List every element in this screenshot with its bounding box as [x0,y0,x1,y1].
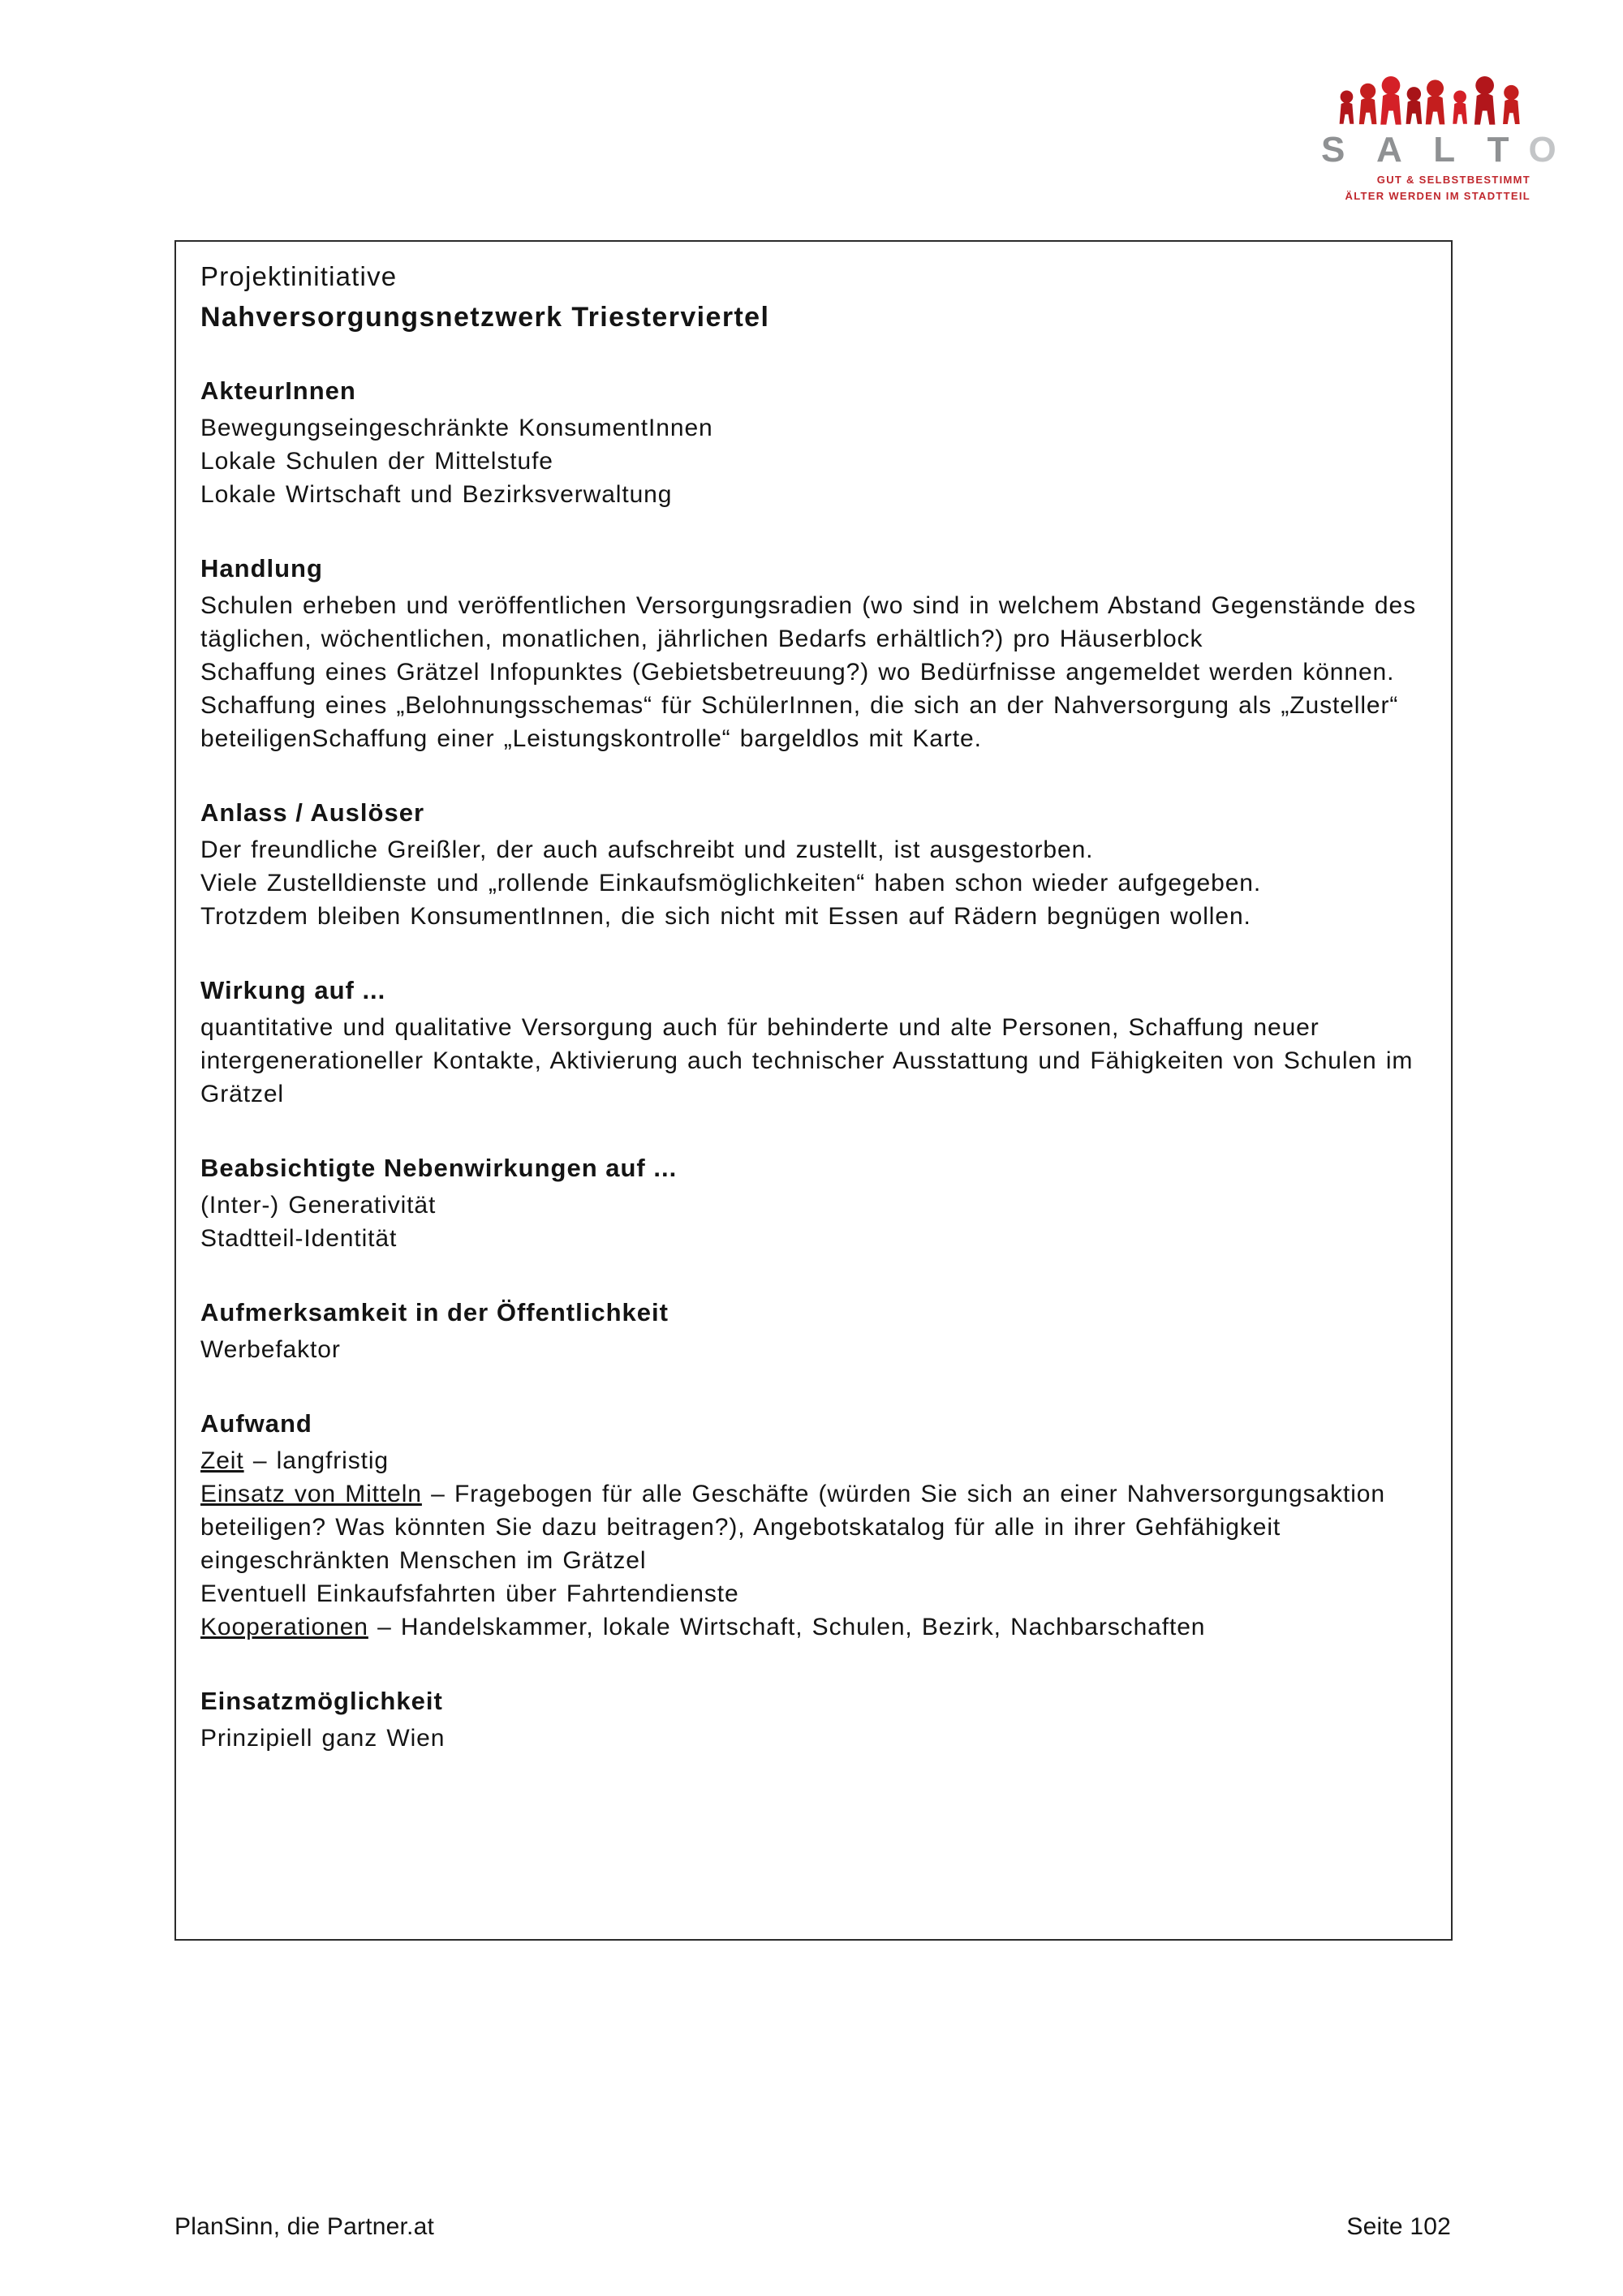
section-heading: Wirkung auf ... [200,976,386,1004]
text-segment: Lokale Wirtschaft und Bezirksverwaltung [200,481,673,508]
section [200,1407,1427,1644]
page-number: Seite 102 [1346,2213,1451,2240]
logo-wordmark [1321,130,1568,170]
section-heading: Handlung [200,554,323,583]
salto-logo [1321,58,1568,204]
people-figures-icon [1332,58,1527,133]
paragraph [200,1610,1427,1644]
section [200,1684,1427,1755]
section-body [200,1333,1427,1366]
logo-tagline-line2: ÄLTER WERDEN IM STADTTEIL [1345,190,1530,203]
section [200,796,1427,933]
paragraph [200,1333,1427,1366]
section [200,974,1427,1111]
paragraph [200,478,1427,511]
paragraph [200,1477,1427,1577]
sections [200,374,1427,1755]
section-heading: Aufmerksamkeit in der Öffentlichkeit [200,1298,669,1326]
section-heading: Aufwand [200,1409,312,1438]
paragraph [200,900,1427,933]
text-segment: Werbefaktor [200,1336,341,1363]
text-segment: Schaffung eines Grätzel Infopunktes (Gebietsbetreuung?) wo Bedürfnisse angemeldet werden können. Schaffung eines „Belohnungsschemas“ für SchülerInnen, die sich an der Nahversorgung als „Zusteller“ beteiligenSchaffung einer „Leistungskontrolle“ bargeldlos mit Karte. [200,659,1399,752]
logo-letters-salt: S A L T [1321,130,1521,170]
paragraph [200,656,1427,755]
text-segment: quantitative und qualitative Versorgung auch für behinderte und alte Personen, Schaffung neuer intergenerationeller Kontakte, Aktivierung auch technischer Ausstattung und Fähigkeiten von Schulen im Grätzel [200,1014,1414,1107]
paragraph [200,1011,1427,1111]
text-segment: – langfristig [243,1447,389,1474]
paragraph [200,833,1427,866]
section-body [200,1011,1427,1111]
text-segment: Schulen erheben und veröffentlichen Versorgungsradien (wo sind in welchem Abstand Gegenstände des täglichen, wöchentlichen, monatlichen, jährlichen Bedarfs erhältlich?) pro Häuserblock [200,592,1417,652]
section-body [200,411,1427,511]
logo-tagline-line1: GUT & SELBSTBESTIMMT [1376,174,1530,186]
text-segment: Bewegungseingeschränkte KonsumentInnen [200,415,713,441]
underlined-term: Zeit [200,1447,244,1474]
underlined-term: Einsatz von Mitteln [200,1481,422,1507]
text-segment: (Inter-) Generativität [200,1192,437,1219]
logo-tagline [1321,172,1539,204]
section-body [200,833,1427,933]
text-segment: Der freundliche Greißler, der auch aufschreibt und zustellt, ist ausgestorben. [200,836,1094,863]
section-body [200,1189,1427,1255]
paragraph [200,1189,1427,1222]
section-heading: Anlass / Auslöser [200,798,425,827]
paragraph [200,1222,1427,1255]
section-heading: AkteurInnen [200,376,356,405]
logo-letter-o: O [1528,130,1568,170]
section-body [200,589,1427,755]
section [200,1296,1427,1366]
paragraph [200,866,1427,900]
paragraph [200,1722,1427,1755]
section-body [200,1722,1427,1755]
document-kicker: Projektinitiative [200,261,398,291]
text-segment: Viele Zustelldienste und „rollende Einkaufsmöglichkeiten“ haben schon wieder aufgegeben. [200,870,1262,896]
text-segment: – Fragebogen für alle Geschäfte (würden Sie sich an einer Nahversorgungsaktion beteiligen? Was könnten Sie dazu beitragen?), Angebotskatalog für alle in ihrer Gehfähigkeit eingeschränkten Menschen im Grätzel [200,1481,1385,1574]
text-segment: Prinzipiell ganz Wien [200,1725,446,1752]
text-segment: Eventuell Einkaufsfahrten über Fahrtendienste [200,1580,739,1607]
footer-credit: PlanSinn, die Partner.at [174,2213,435,2240]
section [200,1151,1427,1255]
page-title: Nahversorgungsnetzwerk Triesterviertel [200,302,770,333]
paragraph [200,445,1427,478]
text-segment: Trotzdem bleiben KonsumentInnen, die sich nicht mit Essen auf Rädern begnügen wollen. [200,903,1251,930]
paragraph [200,1577,1427,1610]
section-heading: Beabsichtigte Nebenwirkungen auf ... [200,1154,678,1182]
section-heading: Einsatzmöglichkeit [200,1687,443,1715]
section [200,552,1427,755]
section [200,374,1427,511]
text-segment: Stadtteil-Identität [200,1225,398,1252]
paragraph [200,411,1427,445]
text-segment: – Handelskammer, lokale Wirtschaft, Schulen, Bezirk, Nachbarschaften [368,1614,1206,1640]
project-initiative-box [174,240,1453,1941]
underlined-term: Kooperationen [200,1614,368,1640]
paragraph [200,1444,1427,1477]
paragraph [200,589,1427,656]
section-body [200,1444,1427,1644]
text-segment: Lokale Schulen der Mittelstufe [200,448,553,475]
